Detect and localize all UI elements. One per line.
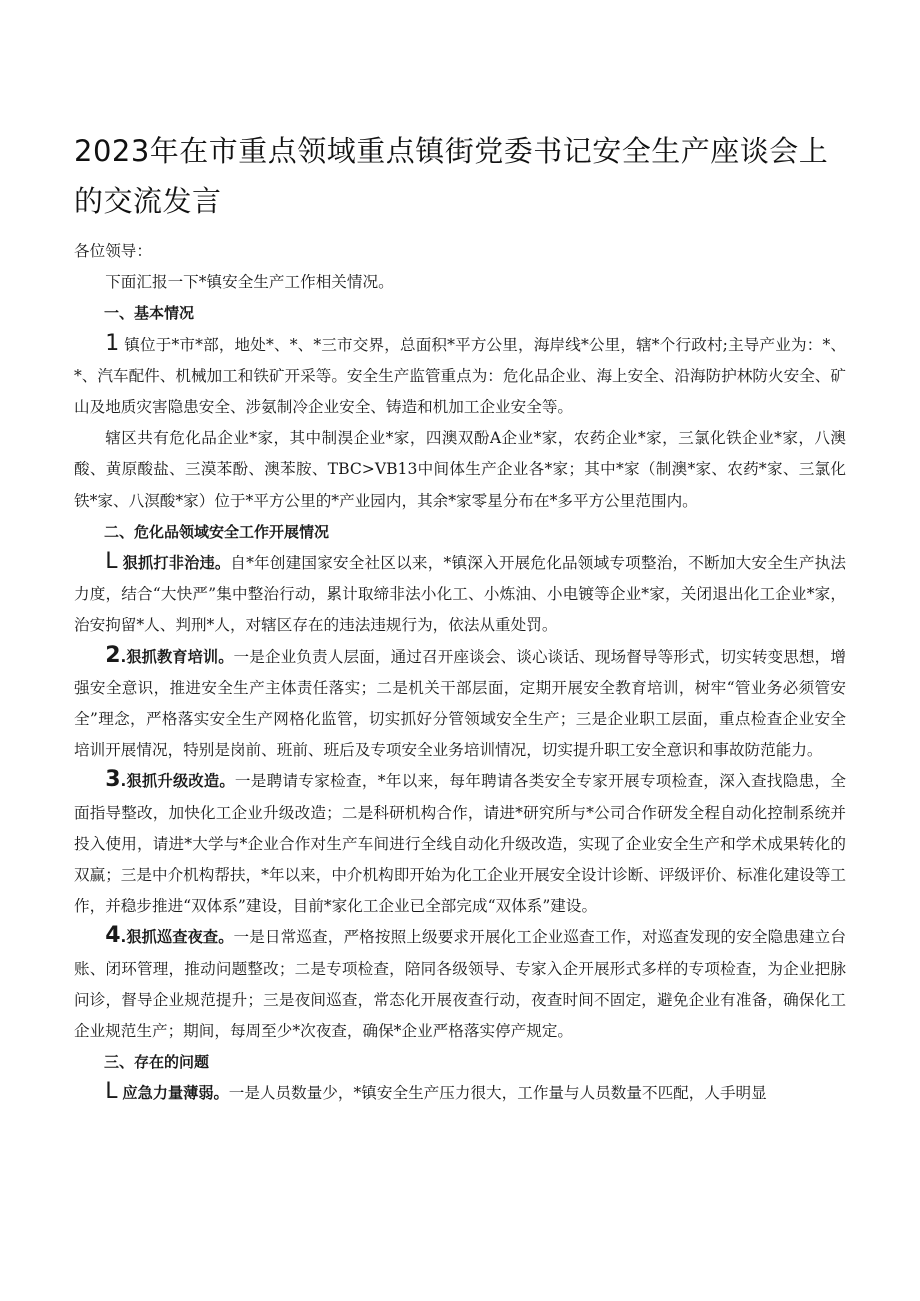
item-text: 自*年创建国家安全社区以来，*镇深入开展危化品领域专项整治，不断加大安全生产执法力度，结合“大快严”集中整治行动，累计取缔非法小化工、小炼油、小电镀等企业*家，关闭退出化工企业*家，治安拘留*人、判刑*人，对辖区存在的违法违规行为，依法从重处罚。: [74, 554, 846, 635]
section-2-item-4: [74, 922, 846, 1047]
document-body: [74, 236, 846, 1110]
section-2-item-2: [74, 642, 846, 767]
item-number: 2: [105, 642, 121, 668]
item-lead: .狠抓教育培训。: [120, 647, 234, 666]
paragraph-text: 镇位于*市*部，地处*、*、*三市交界，总面积*平方公里，海岸线*公里，辖*个行政村;主导产业为：*、*、汽车配件、机械加工和铁矿开采等。安全生产监管重点为：危化品企业、海上安全、沿海防护林防火安全、矿山及地质灾害隐患安全、涉氨制冷企业安全、铸造和机加工企业安全等。: [74, 335, 846, 417]
document-title: 2023年在市重点领域重点镇街党委书记安全生产座谈会上的交流发言: [74, 134, 829, 218]
salutation: 各位领导：: [74, 242, 152, 260]
paragraph-number: 1: [105, 330, 120, 356]
item-lead: .狠抓升级改造。: [120, 772, 235, 791]
section-2-item-1: [74, 548, 846, 642]
intro-paragraph: 下面汇报一下*镇安全生产工作相关情况。: [105, 273, 394, 292]
section-2-heading: 二、危化品领域安全工作开展情况: [104, 522, 330, 541]
item-lead: 应急力量薄弱。: [122, 1084, 229, 1103]
item-text: 一是聘请专家检查，*年以来，每年聘请各类安全专家开展专项检查，深入查找隐患，全面指导整改，加快化工企业升级改造；二是科研机构合作，请进*研究所与*公司合作研发全程自动化控制系统并投入使用，请进*大学与*企业合作对生产车间进行全线自动化升级改造，实现了企业安全生产和学术成果转化的双赢；三是中介机构帮扶，*年以来，中介机构即开始为化工企业开展安全设计诊断、评级评价、标准化建设等工作，并稳步推进“双体系”建设，目前*家化工企业已全部完成“双体系”建设。: [74, 772, 846, 916]
section-1-paragraph-1: [74, 330, 846, 424]
item-text: 一是企业负责人层面，通过召开座谈会、谈心谈话、现场督导等形式，切实转变思想，增强安全意识，推进安全生产主体责任落实；二是机关干部层面，定期开展安全教育培训，树牢“管业务必须管安全”理念，严格落实安全生产网格化监管，切实抓好分管领域安全生产；三是企业职工层面，重点检查企业安全培训开展情况，特别是岗前、班前、班后及专项安全业务培训情况，切实提升职工安全意识和事故防范能力。: [74, 647, 846, 760]
item-text: 一是人员数量少，*镇安全生产压力很大，工作量与人员数量不匹配，人手明显: [228, 1084, 767, 1103]
section-3-item-1: [74, 1078, 846, 1109]
item-number: 4: [105, 923, 121, 949]
section-2-item-3: [74, 766, 846, 922]
item-text: 一是日常巡查，严格按照上级要求开展化工企业巡查工作，对巡查发现的安全隐患建立台账、闭环管理，推动问题整改；二是专项检查，陪同各级领导、专家入企开展形式多样的专项检查，为企业把脉问诊，督导企业规范提升；三是夜间巡查，常态化开展夜查行动，夜查时间不固定，避免企业有准备，确保化工企业规范生产；期间，每周至少*次夜查，确保*企业严格落实停产规定。: [74, 928, 846, 1041]
item-lead: .狠抓巡查夜查。: [120, 928, 234, 947]
item-number: 3: [105, 767, 121, 793]
section-1-heading: 一、基本情况: [104, 304, 195, 323]
item-lead: 狠抓打非治违。: [122, 554, 231, 573]
section-1-paragraph-2: 辖区共有危化品企业*家，其中制淏企业*家，四澳双酚A企业*家，农药企业*家，三氯化铁企业*家，八澳酸、黄原酸盐、三漠苯酚、澳苯胺、TBC>VB13中间体生产企业各*家；其中*家（制澳*家、农药*家、三氯化铁*家、八溟酸*家）位于*平方公里的*产业园内，其余*家零星分布在*多平方公里范围内。: [74, 429, 846, 510]
section-3-heading: 三、存在的问题: [104, 1053, 210, 1072]
item-number: L: [105, 549, 118, 575]
item-number: L: [105, 1079, 118, 1105]
